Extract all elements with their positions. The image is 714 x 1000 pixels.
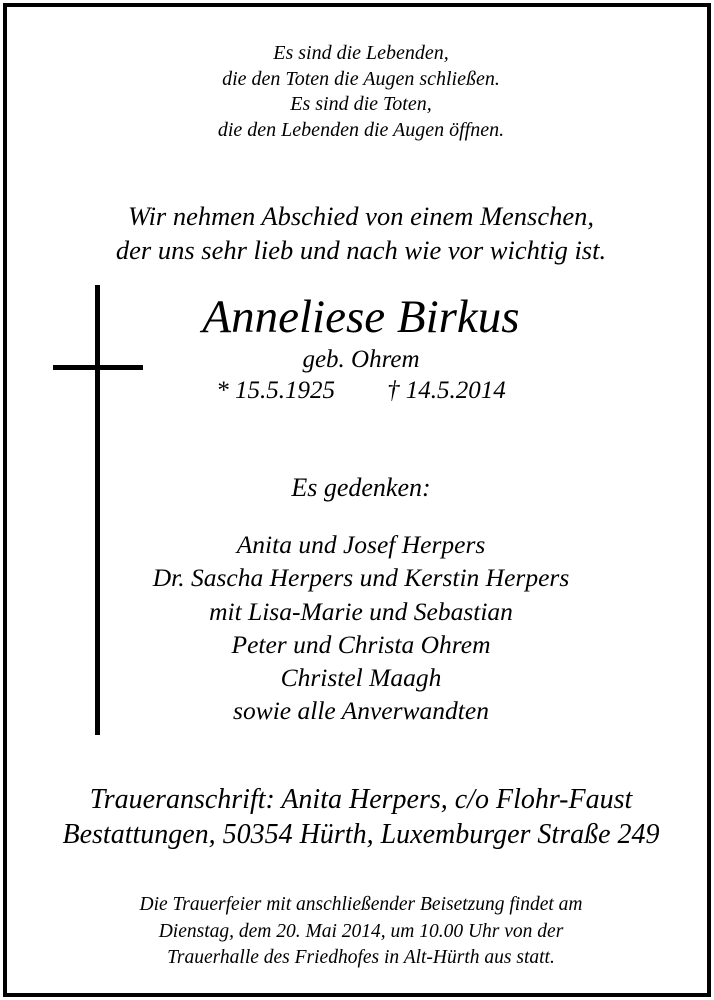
poem-line: Es sind die Lebenden,: [273, 42, 449, 64]
birth-date: * 15.5.1925: [216, 377, 335, 404]
life-dates: [7, 376, 714, 406]
death-date: † 14.5.2014: [387, 377, 506, 404]
service-line: Dienstag, dem 20. Mai 2014, um 10.00 Uhr von der: [158, 920, 564, 942]
mourner-line: mit Lisa-Marie und Sebastian: [209, 596, 513, 626]
mourner-line: Dr. Sascha Herpers und Kerstin Herpers: [152, 563, 570, 593]
obituary-notice: [3, 3, 711, 997]
mourner-line: Christel Maagh: [280, 663, 442, 693]
funeral-service-info: [7, 892, 714, 972]
address-line: Traueranschrift: Anita Herpers, c/o Flohr-Faust: [89, 784, 633, 815]
mourner-line: Peter und Christa Ohrem: [231, 629, 491, 659]
intro-line: Wir nehmen Abschied von einem Menschen,: [127, 201, 595, 231]
service-line: Die Trauerfeier mit anschließender Beisetzung findet am: [139, 894, 583, 915]
mourners-title: Es gedenken:: [291, 473, 431, 502]
poem-line: die den Toten die Augen schließen.: [222, 67, 500, 90]
service-line: Trauerhalle des Friedhofes in Alt-Hürth aus statt.: [167, 947, 555, 968]
farewell-intro: [7, 199, 714, 267]
mourners-list: [7, 528, 714, 728]
poem: [7, 41, 714, 143]
deceased-name: Anneliese Birkus: [202, 291, 520, 343]
intro-line: der uns sehr lieb und nach wie vor wichtig ist.: [115, 235, 607, 265]
birth-name: geb. Ohrem: [302, 346, 420, 373]
mourning-address: [7, 782, 714, 852]
address-line: Bestattungen, 50354 Hürth, Luxemburger Straße 249: [62, 819, 660, 850]
poem-line: Es sind die Toten,: [290, 93, 432, 115]
mourner-line: Anita und Josef Herpers: [236, 530, 486, 559]
poem-line: die den Lebenden die Augen öffnen.: [217, 118, 505, 141]
mourner-line: sowie alle Anverwandten: [233, 696, 489, 726]
